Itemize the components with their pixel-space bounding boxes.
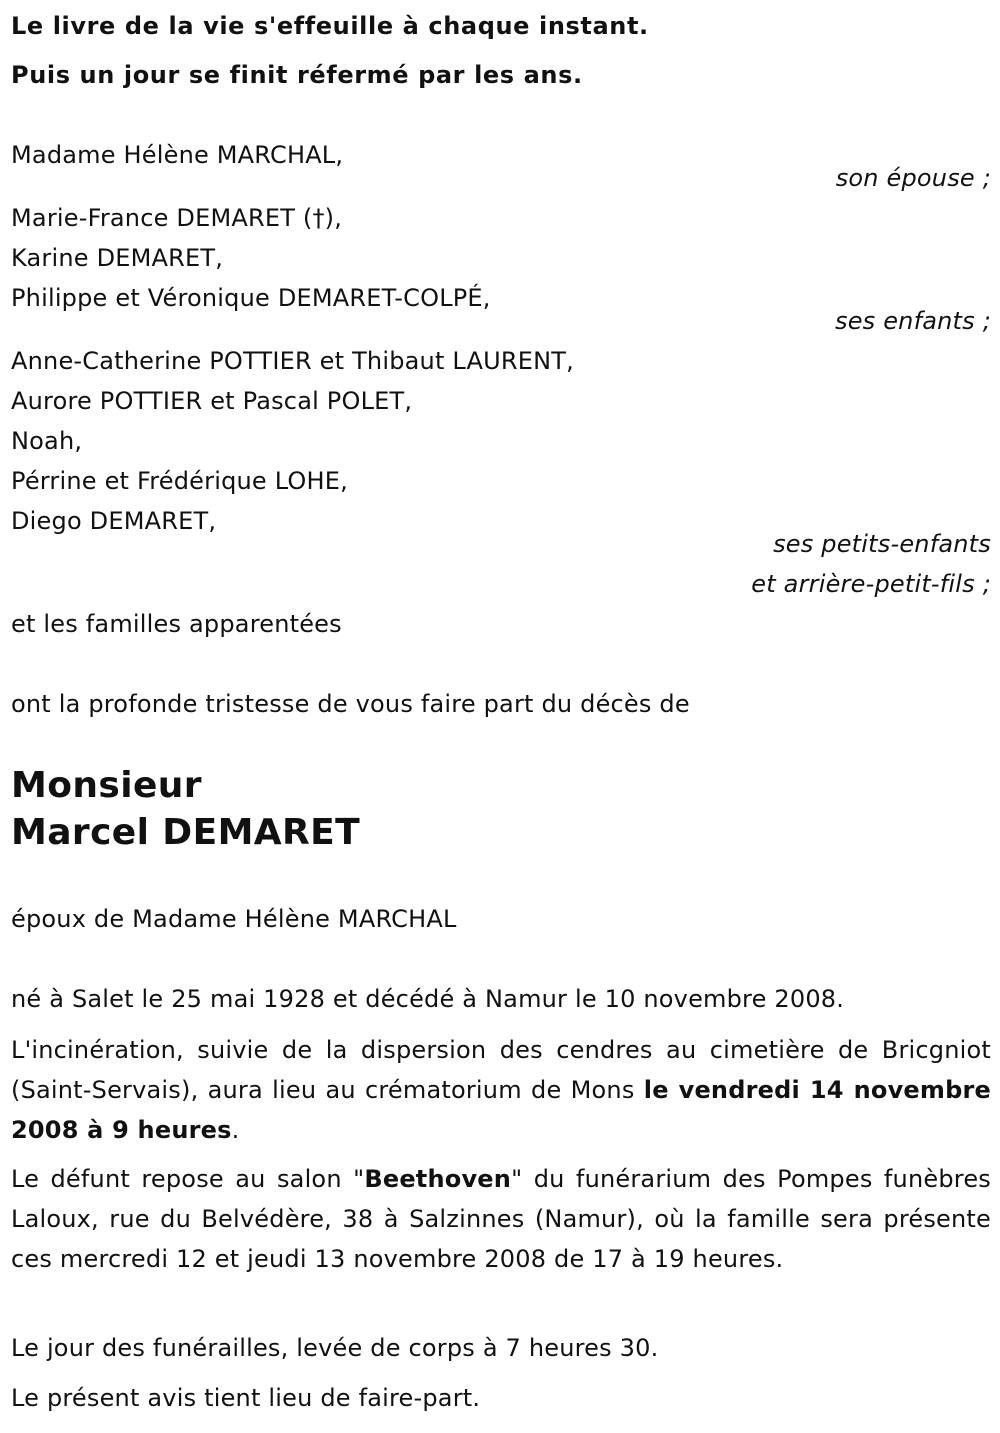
- deceased-title: Monsieur: [11, 765, 202, 806]
- spouse-role: son épouse ;: [835, 164, 991, 192]
- cremation-text: L'incinération, suivie de la dispersion des cendres au cimetière de Bricgniot (Saint-Servais), aura lieu au crématorium de Mons: [11, 1036, 991, 1104]
- cremation-paragraph: [11, 1030, 991, 1150]
- birth-death-line: né à Salet le 25 mai 1928 et décédé à Namur le 10 novembre 2008.: [11, 985, 845, 1013]
- grandchildren-role-2: et arrière-petit-fils ;: [751, 570, 991, 598]
- grandchildren-role-1: ses petits-enfants: [773, 530, 991, 558]
- rest-salon: Beethoven: [364, 1165, 512, 1193]
- cremation-end: .: [231, 1116, 240, 1144]
- rest-text-2: " du funérarium des Pompes funèbres Laloux, rue du Belvédère, 38 à Salzinnes (Namur), où la famille sera présente ces mercredi 12 et jeudi 13 novembre 2008 de 17 à 19 heures.: [11, 1165, 991, 1273]
- notice-line: Le présent avis tient lieu de faire-part.: [11, 1384, 481, 1412]
- rest-paragraph: [11, 1159, 991, 1279]
- grandchild-name-3: Noah,: [11, 427, 83, 455]
- grandchild-name-2: Aurore POTTIER et Pascal POLET,: [11, 387, 413, 415]
- rest-text-1: Le défunt repose au salon ": [11, 1165, 365, 1193]
- deceased-name: Marcel DEMARET: [11, 812, 361, 853]
- grandchild-name-1: Anne-Catherine POTTIER et Thibaut LAURENT,: [11, 347, 574, 375]
- relatives-line: et les familles apparentées: [11, 610, 342, 638]
- funeral-day-line: Le jour des funérailles, levée de corps à 7 heures 30.: [11, 1334, 659, 1362]
- announcement-line: ont la profonde tristesse de vous faire part du décès de: [11, 690, 690, 718]
- child-name-2: Karine DEMARET,: [11, 244, 224, 272]
- child-name-3: Philippe et Véronique DEMARET-COLPÉ,: [11, 284, 491, 312]
- spouse-of-line: époux de Madame Hélène MARCHAL: [11, 905, 457, 933]
- cremation-date: le vendredi 14 novembre 2008 à 9 heures: [11, 1076, 992, 1144]
- spouse-name: Madame Hélène MARCHAL,: [11, 141, 344, 169]
- children-role: ses enfants ;: [835, 307, 991, 335]
- poem-line-1: Le livre de la vie s'effeuille à chaque instant.: [11, 12, 649, 40]
- grandchild-name-5: Diego DEMARET,: [11, 507, 217, 535]
- child-name-1: Marie-France DEMARET (†),: [11, 204, 343, 232]
- grandchild-name-4: Pérrine et Frédérique LOHE,: [11, 467, 348, 495]
- poem-line-2: Puis un jour se finit réfermé par les ans.: [11, 61, 583, 89]
